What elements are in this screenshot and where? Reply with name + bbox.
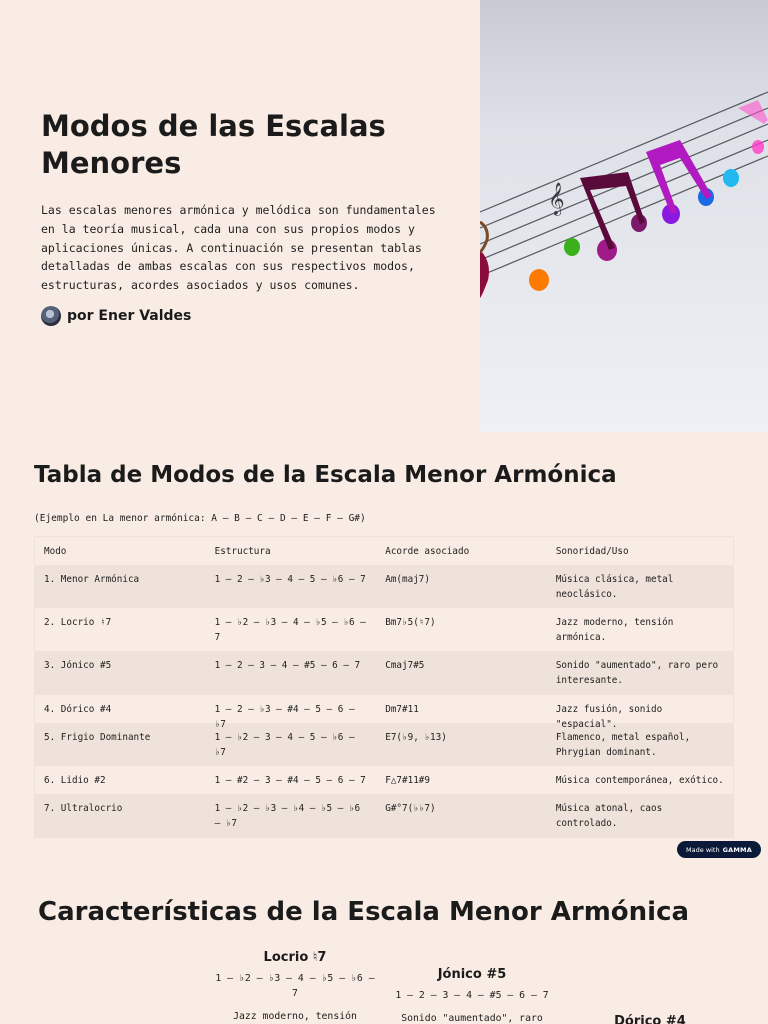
table-header-cell: Sonoridad/Uso [555,545,629,557]
table-cell: Cmaj7#5 [385,660,425,671]
table-cell: Flamenco, metal español, Phrygian dominant. [555,732,691,758]
table-cell: Música clásica, metal neoclásico. [555,574,674,600]
table-cell: E7(♭9, ♭13) [385,732,447,743]
table-header-cell: Acorde asociado [385,545,470,557]
table-header-cell: Estructura [214,545,271,557]
table-cell: Jazz moderno, tensión armónica. [555,617,674,643]
badge-prefix: Made with [686,845,720,854]
mode-card [575,1014,725,1024]
mode-card-structure: 1 – 2 – 3 – 4 – #5 – 6 – 7 [395,990,549,1001]
table-cell: Am(maj7) [385,574,430,585]
intro-description: Las escalas menores armónica y melódica son fundamentales en la teoría musical, cada una con sus propios modos y aplicaciones únicas. A continuación se presentan tablas detalladas de ambas escalas con sus respectivos modos, estructuras, acordes asociados y usos comunes. [41,203,436,293]
mode-card-description: Jazz moderno, tensión [233,1011,357,1022]
harmonic-modes-title: Tabla de Modos de la Escala Menor Armónica [34,462,617,488]
mode-card-structure: 1 – ♭2 – ♭3 – 4 – ♭5 – ♭6 – 7 [215,973,375,999]
table-cell: 1 – 2 – ♭3 – #4 – 5 – 6 – ♭7 [214,704,355,730]
table-cell: 7. Ultralocrio [44,803,123,814]
table-cell: F△7#11#9 [385,775,430,786]
table-row [35,651,733,695]
mode-card-title: Jónico #5 [437,967,507,982]
table-cell: Sonido "aumentado", raro pero interesante. [555,660,719,686]
table-cell: 1 – #2 – 3 – #4 – 5 – 6 – 7 [214,775,366,786]
table-cell: Música atonal, caos controlado. [555,803,663,829]
table-cell: 3. Jónico #5 [44,660,112,671]
mode-card-description: Sonido "aumentado", raro [401,1013,543,1024]
table-cell: 1 – ♭2 – 3 – 4 – 5 – ♭6 – ♭7 [214,732,355,758]
author-byline [41,306,191,326]
table-row [35,766,733,794]
mode-card-title: Locrio ♮7 [263,950,327,965]
table-header-row [35,537,733,565]
mode-card-title: Dórico #4 [614,1014,686,1024]
harmonic-modes-table [34,536,734,838]
table-cell: 5. Frigio Dominante [44,732,151,743]
characteristics-title: Características de la Escala Menor Armónica [38,897,690,927]
avatar [41,306,61,326]
table-cell: 6. Lidio #2 [44,775,106,786]
table-row [35,794,733,837]
music-notes-image [480,0,768,432]
table-row [35,565,733,608]
table-row [35,723,733,766]
table-cell: Bm7♭5(♮7) [385,617,436,628]
table-cell: 1 – 2 – 3 – 4 – #5 – 6 – 7 [214,660,361,671]
made-with-gamma-badge[interactable] [677,841,761,858]
table-cell: 1 – ♭2 – ♭3 – 4 – ♭5 – ♭6 – 7 [214,617,366,643]
svg-text:𝄞: 𝄞 [548,182,565,215]
table-cell: 2. Locrio ♮7 [44,617,112,628]
page-title: Modos de las Escalas Menores [41,109,386,180]
table-cell: Jazz fusión, sonido "espacial". [555,704,663,730]
table-cell: Música contemporánea, exótico. [555,775,724,786]
table-cell: 4. Dórico #4 [44,704,112,715]
table-cell: G#°7(♭♭7) [385,803,436,814]
author-name: por Ener Valdes [67,308,192,324]
table-cell: 1 – ♭2 – ♭3 – ♭4 – ♭5 – ♭6 – ♭7 [214,803,361,829]
mode-card [387,967,557,1024]
badge-brand: GAMMA [722,845,752,854]
example-scale: (Ejemplo en La menor armónica: A – B – C – D – E – F – G#) [34,513,366,524]
table-header-cell: Modo [44,545,67,557]
table-row [35,608,733,651]
table-row [35,695,733,730]
table-cell: Dm7#11 [385,704,419,715]
mode-card [210,950,380,1024]
table-cell: 1. Menor Armónica [44,574,140,585]
table-cell: 1 – 2 – ♭3 – 4 – 5 – ♭6 – 7 [214,574,366,585]
